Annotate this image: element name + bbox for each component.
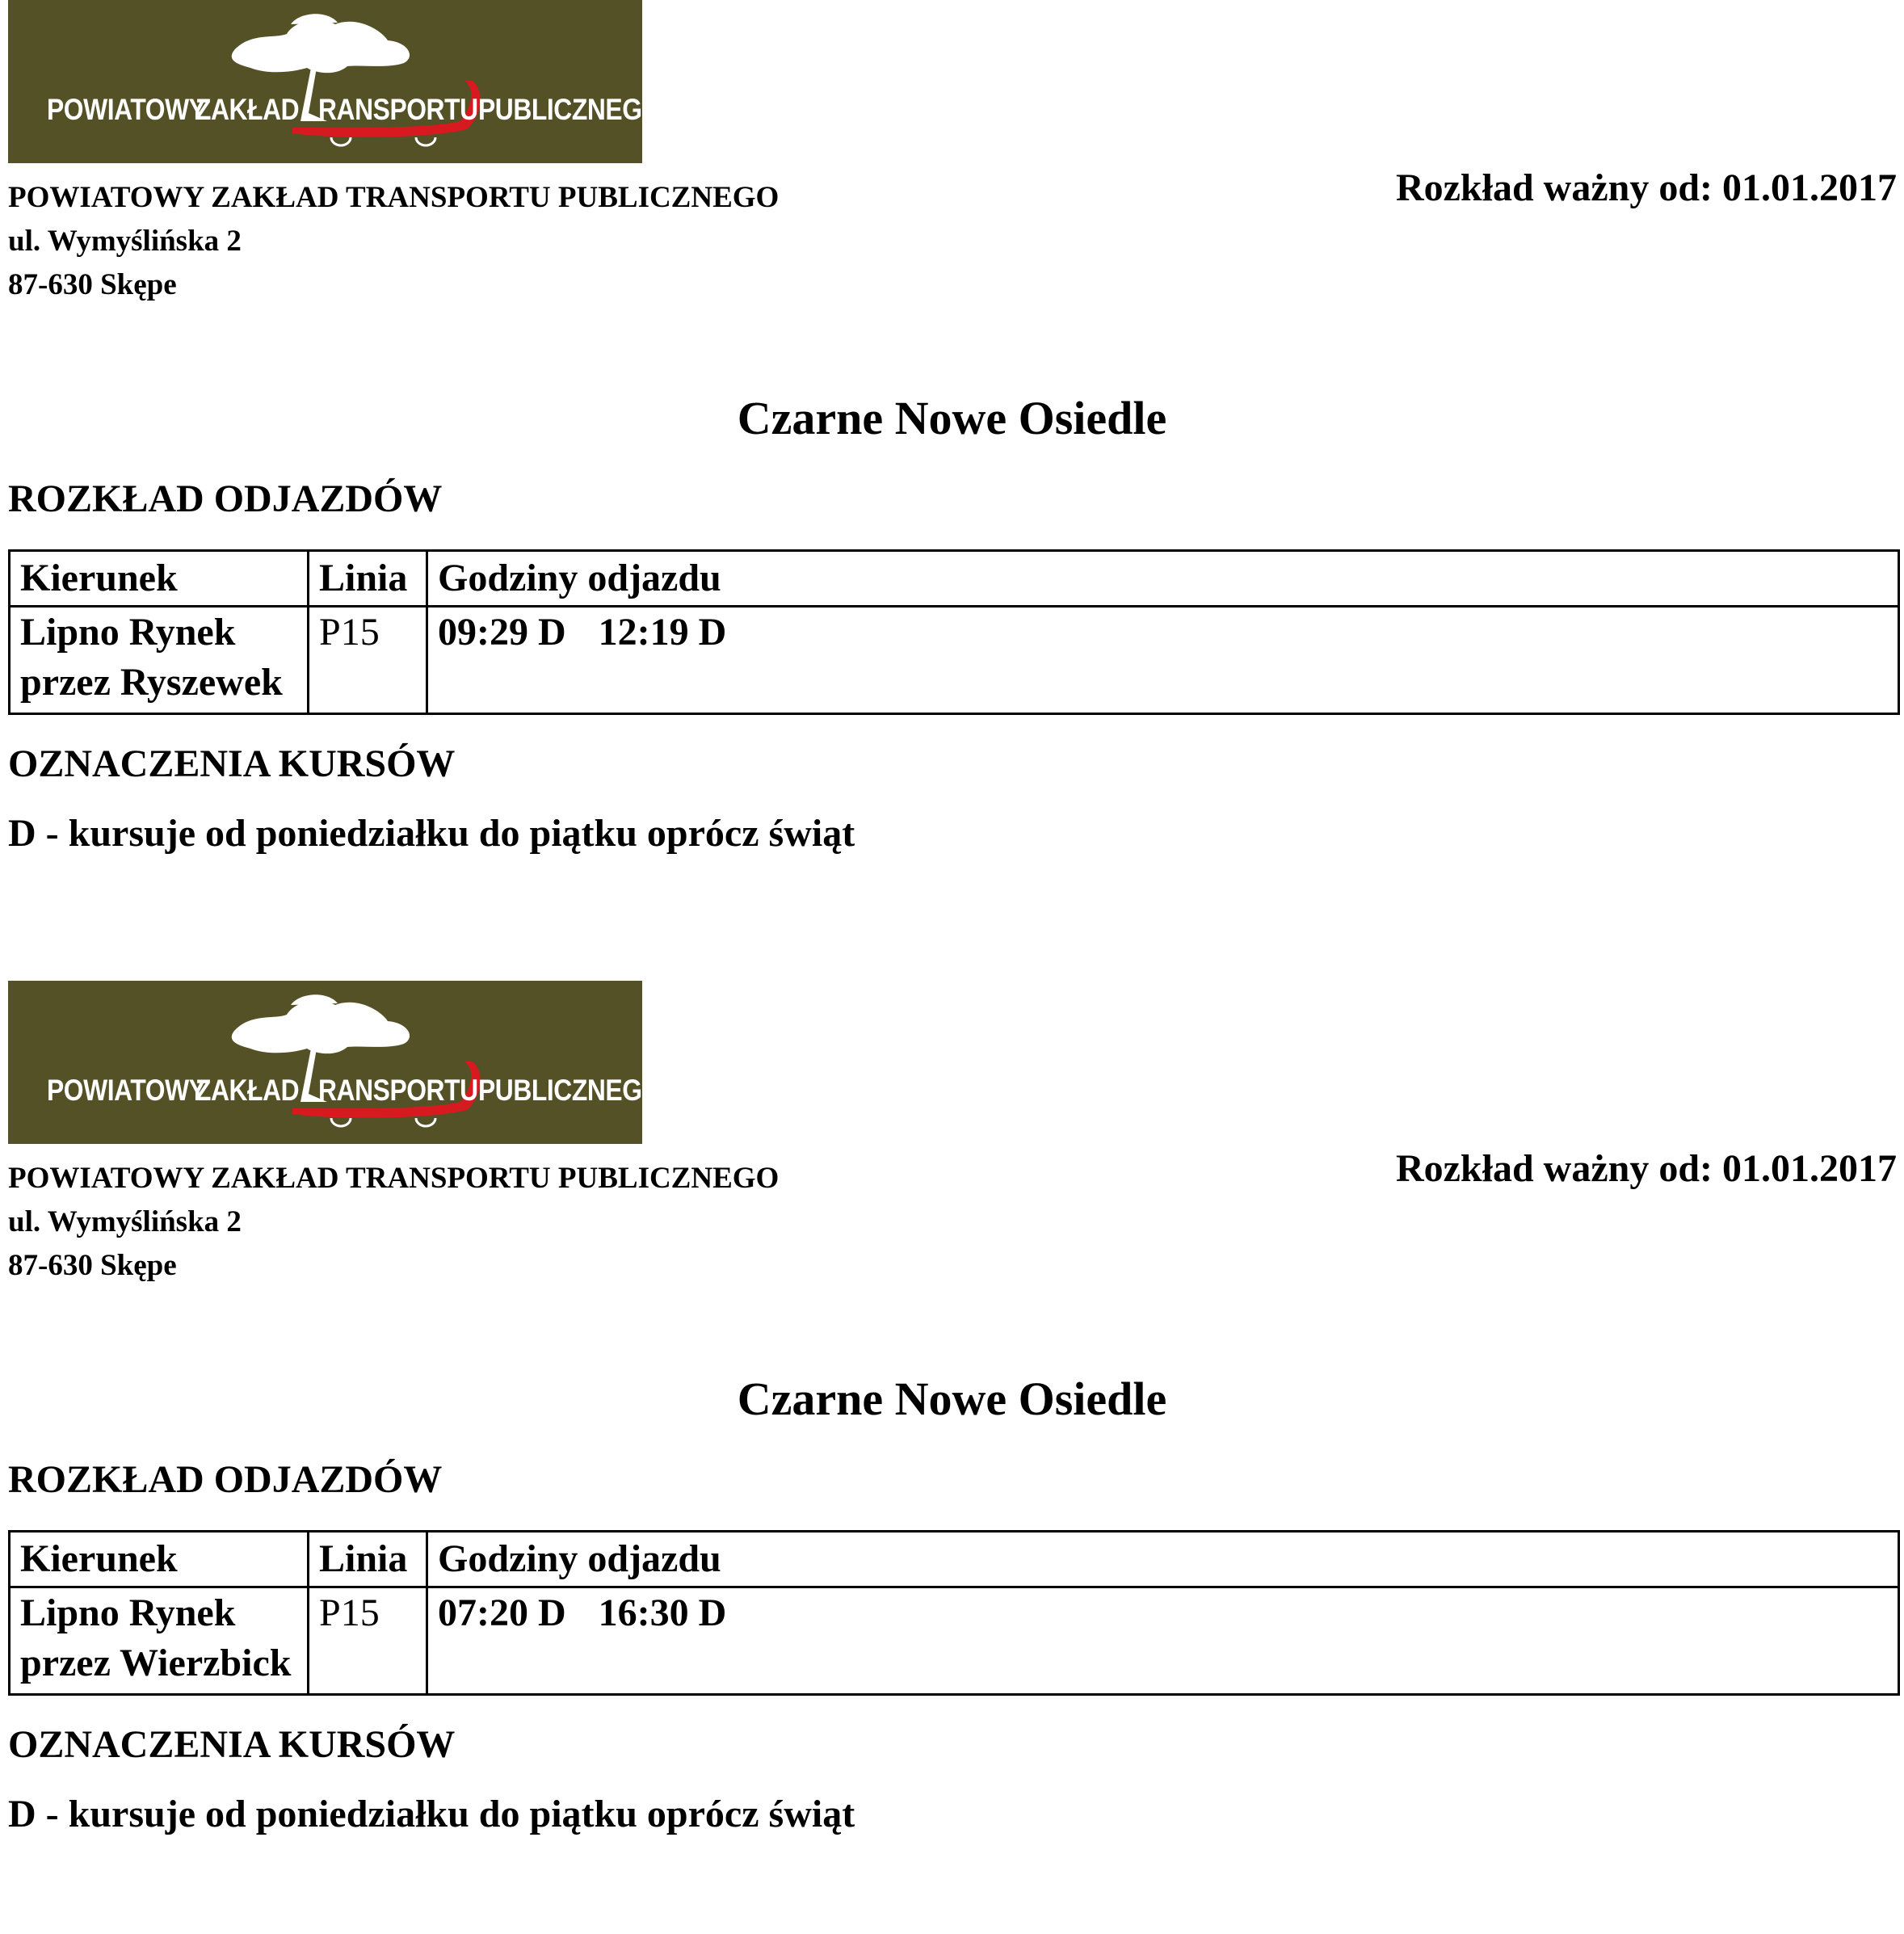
tree-bus-logo-icon — [8, 981, 642, 1144]
table-row — [10, 1587, 1899, 1695]
logo-word-powiatowy: POWIATOWY — [47, 93, 206, 126]
departures-table — [8, 549, 1900, 715]
departure-time: 09:29 D — [438, 611, 566, 654]
direction-via: przez Wierzbick — [20, 1642, 292, 1684]
legend-item: D - kursuje od poniedziałku do piątku oprócz świąt — [8, 812, 855, 855]
logo-word-zaklad: ZAKŁAD — [195, 93, 300, 126]
departures-heading: ROZKŁAD ODJAZDÓW — [8, 477, 443, 520]
times-cell — [427, 1587, 1899, 1695]
departure-time: 16:30 D — [598, 1591, 727, 1634]
logo-word-publicznego: PUBLICZNEGO — [478, 93, 662, 126]
logo-word-zaklad: ZAKŁAD — [195, 1074, 300, 1107]
timetable-section-1 — [0, 0, 1904, 953]
header-direction: Kierunek — [10, 1532, 309, 1587]
organization-street: ul. Wymyślińska 2 — [8, 225, 242, 258]
departure-time: 07:20 D — [438, 1591, 566, 1634]
logo-word-powiatowy: POWIATOWY — [47, 1074, 206, 1107]
organization-city: 87-630 Skępe — [8, 268, 177, 301]
departures-heading: ROZKŁAD ODJAZDÓW — [8, 1458, 443, 1501]
logo-word-ransportu: RANSPORTU — [318, 1074, 478, 1107]
tree-bus-logo-icon — [8, 0, 642, 163]
stop-name: Czarne Nowe Osiedle — [737, 392, 1167, 444]
organization-city: 87-630 Skępe — [8, 1249, 177, 1282]
valid-from: Rozkład ważny od: 01.01.2017 — [1395, 166, 1897, 209]
table-header-row — [10, 1532, 1899, 1587]
line-cell: P15 — [309, 607, 427, 714]
line-cell: P15 — [309, 1587, 427, 1695]
organization-address — [8, 176, 779, 307]
direction-destination: Lipno Rynek — [20, 611, 236, 654]
legend-title: OZNACZENIA KURSÓW — [8, 1723, 456, 1766]
timetable-section-2 — [0, 981, 1904, 1934]
logo-word-publicznego: PUBLICZNEGO — [478, 1074, 662, 1107]
header-times: Godziny odjazdu — [427, 1532, 1899, 1587]
header-direction: Kierunek — [10, 551, 309, 607]
departure-time: 12:19 D — [598, 611, 727, 654]
header-line: Linia — [309, 551, 427, 607]
company-logo — [8, 981, 662, 1144]
times-cell — [427, 607, 1899, 714]
direction-destination: Lipno Rynek — [20, 1591, 236, 1634]
direction-via: przez Ryszewek — [20, 661, 283, 704]
direction-cell — [10, 1587, 309, 1695]
direction-cell — [10, 607, 309, 714]
company-logo — [8, 0, 662, 163]
legend-item: D - kursuje od poniedziałku do piątku oprócz świąt — [8, 1793, 855, 1835]
legend-title: OZNACZENIA KURSÓW — [8, 742, 456, 785]
valid-from: Rozkład ważny od: 01.01.2017 — [1395, 1147, 1897, 1190]
header-line: Linia — [309, 1532, 427, 1587]
organization-address — [8, 1157, 779, 1288]
organization-name: POWIATOWY ZAKŁAD TRANSPORTU PUBLICZNEGO — [8, 181, 780, 214]
logo-word-ransportu: RANSPORTU — [318, 93, 478, 126]
stop-name: Czarne Nowe Osiedle — [737, 1373, 1167, 1425]
table-row — [10, 607, 1899, 714]
organization-name: POWIATOWY ZAKŁAD TRANSPORTU PUBLICZNEGO — [8, 1162, 780, 1195]
departures-table — [8, 1530, 1900, 1696]
table-header-row — [10, 551, 1899, 607]
header-times: Godziny odjazdu — [427, 551, 1899, 607]
organization-street: ul. Wymyślińska 2 — [8, 1205, 242, 1238]
